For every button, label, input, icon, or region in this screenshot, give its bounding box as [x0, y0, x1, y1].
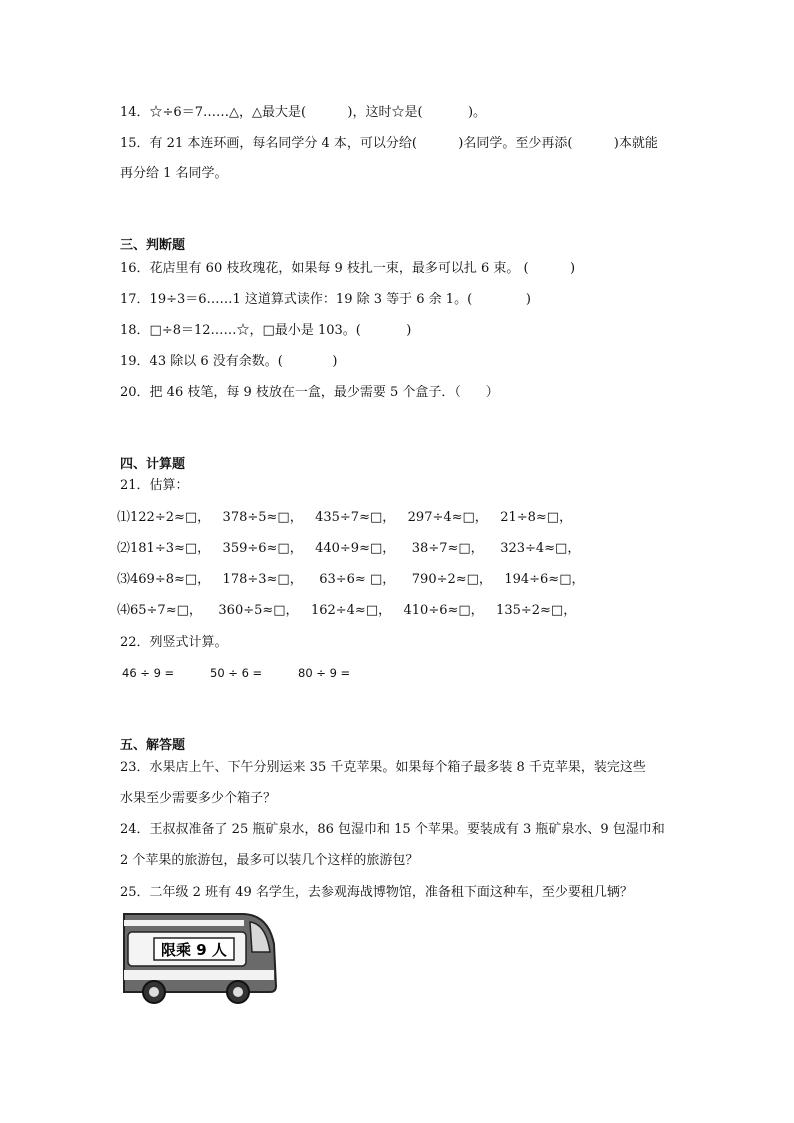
question-14: 14．☆÷6＝7……△，△最大是( )，这时☆是( )。: [120, 105, 487, 120]
vertical-calc-3: 80 ÷ 9 =: [298, 666, 351, 680]
bus-icon: [118, 908, 280, 1008]
estimate-row-3: ⑶469÷8≈□， 178÷3≈□， 63÷6≈ □， 790÷2≈□， 194÷6≈□，: [117, 572, 585, 587]
estimate-row-2: ⑵181÷3≈□， 359÷6≈□， 440÷9≈□， 38÷7≈□， 323÷4≈□，: [117, 541, 581, 556]
section-3-heading: 三、判断题: [120, 238, 186, 253]
vertical-calc-2: 50 ÷ 6 =: [210, 666, 263, 680]
question-22: 22．列竖式计算。: [120, 635, 228, 650]
question-16: 16．花店里有 60 枝玫瑰花，如果每 9 枝扎一束，最多可以扎 6 束。 ( ): [120, 261, 576, 276]
question-23-line1: 23．水果店上午、下午分别运来 35 千克苹果。如果每个箱子最多装 8 千克苹果，装完这些: [120, 760, 646, 775]
question-17: 17．19÷3＝6……1 这道算式读作：19 除 3 等于 6 余 1。( ): [120, 292, 531, 307]
estimate-row-4: ⑷65÷7≈□， 360÷5≈□， 162÷4≈□， 410÷6≈□， 135÷2≈□，: [117, 603, 577, 618]
question-24-line2: 2 个苹果的旅游包，最多可以装几个这样的旅游包？: [120, 853, 419, 868]
question-18: 18．□÷8＝12……☆，□最小是 103。( ): [120, 323, 412, 338]
bus-illustration: [118, 908, 280, 1012]
section-4-heading: 四、计算题: [120, 457, 186, 472]
question-20: 20．把 46 枝笔，每 9 枝放在一盒，最少需要 5 个盒子．（ ）: [120, 385, 499, 400]
question-15-line2: 再分给 1 名同学。: [120, 166, 228, 181]
question-25: 25．二年级 2 班有 49 名学生，去参观海战博物馆，准备租下面这种车，至少要租几辆？: [120, 885, 633, 900]
question-23-line2: 水果至少需要多少个箱子？: [120, 791, 277, 806]
question-15-line1: 15．有 21 本连环画，每名同学分 4 本，可以分给( )名同学。至少再添( )本就能: [120, 136, 658, 151]
bus-sign-text: 限乘 9 人: [161, 941, 227, 959]
section-5-heading: 五、解答题: [120, 738, 186, 753]
vertical-calc-1: 46 ÷ 9 =: [122, 666, 175, 680]
question-21: 21．估算：: [120, 478, 189, 493]
estimate-row-1: ⑴122÷2≈□， 378÷5≈□， 435÷7≈□， 297÷4≈□， 21÷8≈□，: [117, 510, 573, 525]
question-19: 19．43 除以 6 没有余数。( ): [120, 354, 338, 369]
question-24-line1: 24．王叔叔准备了 25 瓶矿泉水，86 包湿巾和 15 个苹果。要装成有 3 瓶矿泉水、9 包湿巾和: [120, 822, 665, 837]
